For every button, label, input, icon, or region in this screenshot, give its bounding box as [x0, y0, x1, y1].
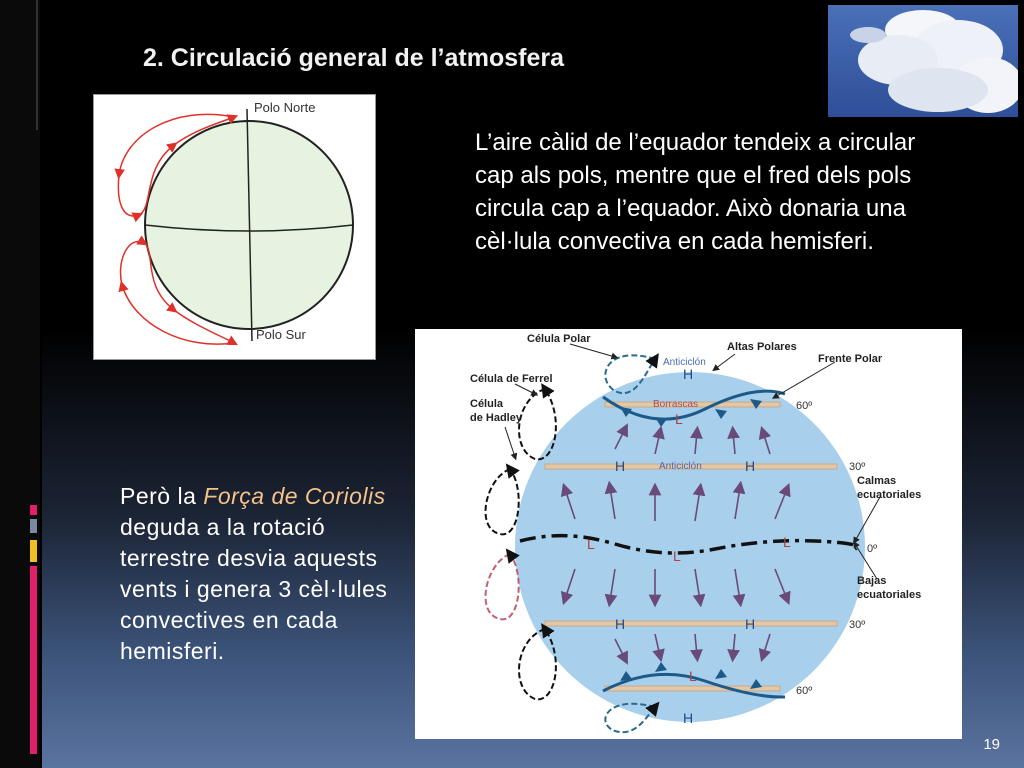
decorative-bar-pink — [30, 505, 37, 515]
label-altas-polares: Altas Polares — [727, 341, 797, 353]
label-calmas-1: Calmas — [857, 475, 897, 487]
decorative-bar-pink-long — [30, 566, 37, 754]
paragraph-coriolis-before: Però la — [120, 483, 204, 509]
label-borrascas: Borrascas — [653, 399, 699, 410]
decorative-bar-gray — [30, 519, 37, 533]
label-celula-ferrel: Célula de Ferrel — [470, 373, 553, 385]
label-bajas-1: Bajas — [857, 575, 887, 587]
high-30-north-right: H — [745, 458, 756, 474]
high-30-north-left: H — [615, 458, 626, 474]
decorative-bar-yellow — [30, 540, 37, 562]
single-cell-diagram — [93, 94, 376, 360]
paragraph-coriolis-after: deguda a la rotació terrestre desvia aquests vents i genera 3 cèl·lules convectives en cada hemisferi. — [120, 514, 388, 664]
lat-30-north: 30º — [849, 461, 866, 473]
lat-30-south: 30º — [849, 619, 866, 631]
slide-title: 2. Circulació general de l’atmosfera — [143, 44, 564, 72]
high-30-south-right: H — [745, 616, 756, 632]
decorative-line-top — [36, 0, 38, 130]
band-30-south — [545, 621, 837, 626]
lat-0: 0º — [867, 543, 878, 555]
low-eq-left: L — [587, 536, 595, 552]
hadley-cell-loop-north — [486, 469, 519, 534]
page-number: 19 — [983, 736, 1000, 753]
ferrel-cell-loop-south — [519, 629, 556, 699]
label-anticiclon-top: Anticiclón — [663, 357, 706, 368]
high-polar-north: H — [683, 366, 694, 382]
hadley-cell-loop-south — [486, 554, 519, 619]
low-eq-right: L — [783, 534, 791, 550]
label-calmas-2: ecuatoriales — [857, 489, 922, 501]
low-eq-mid: L — [673, 548, 681, 564]
lat-60-north: 60º — [796, 400, 813, 412]
low-60-south: L — [689, 668, 697, 684]
paragraph-single-cell: L’aire càlid de l’equador tendeix a circular cap als pols, mentre que el fred dels pols circula cap a l’equador. Això donaria una cèl·lula convectiva en cada hemisferi. — [475, 129, 916, 255]
label-anticiclon-mid: Anticiclón — [659, 461, 702, 472]
low-60-north: L — [675, 411, 683, 427]
label-celula-hadley-1: Célula — [470, 398, 504, 410]
north-pole-label: Polo Norte — [254, 100, 316, 115]
three-cell-diagram — [415, 329, 962, 739]
lat-60-south: 60º — [796, 685, 813, 697]
label-celula-hadley-2: de Hadley — [470, 412, 522, 424]
label-bajas-2: ecuatoriales — [857, 589, 922, 601]
label-celula-polar: Célula Polar — [527, 333, 591, 345]
high-polar-south: H — [683, 710, 694, 726]
label-frente-polar: Frente Polar — [818, 353, 883, 365]
paragraph-coriolis — [120, 481, 420, 667]
cloud-photo — [828, 5, 1018, 117]
high-30-south-left: H — [615, 616, 626, 632]
coriolis-highlight: Força de Coriolis — [203, 483, 386, 509]
south-pole-label: Polo Sur — [256, 327, 306, 342]
